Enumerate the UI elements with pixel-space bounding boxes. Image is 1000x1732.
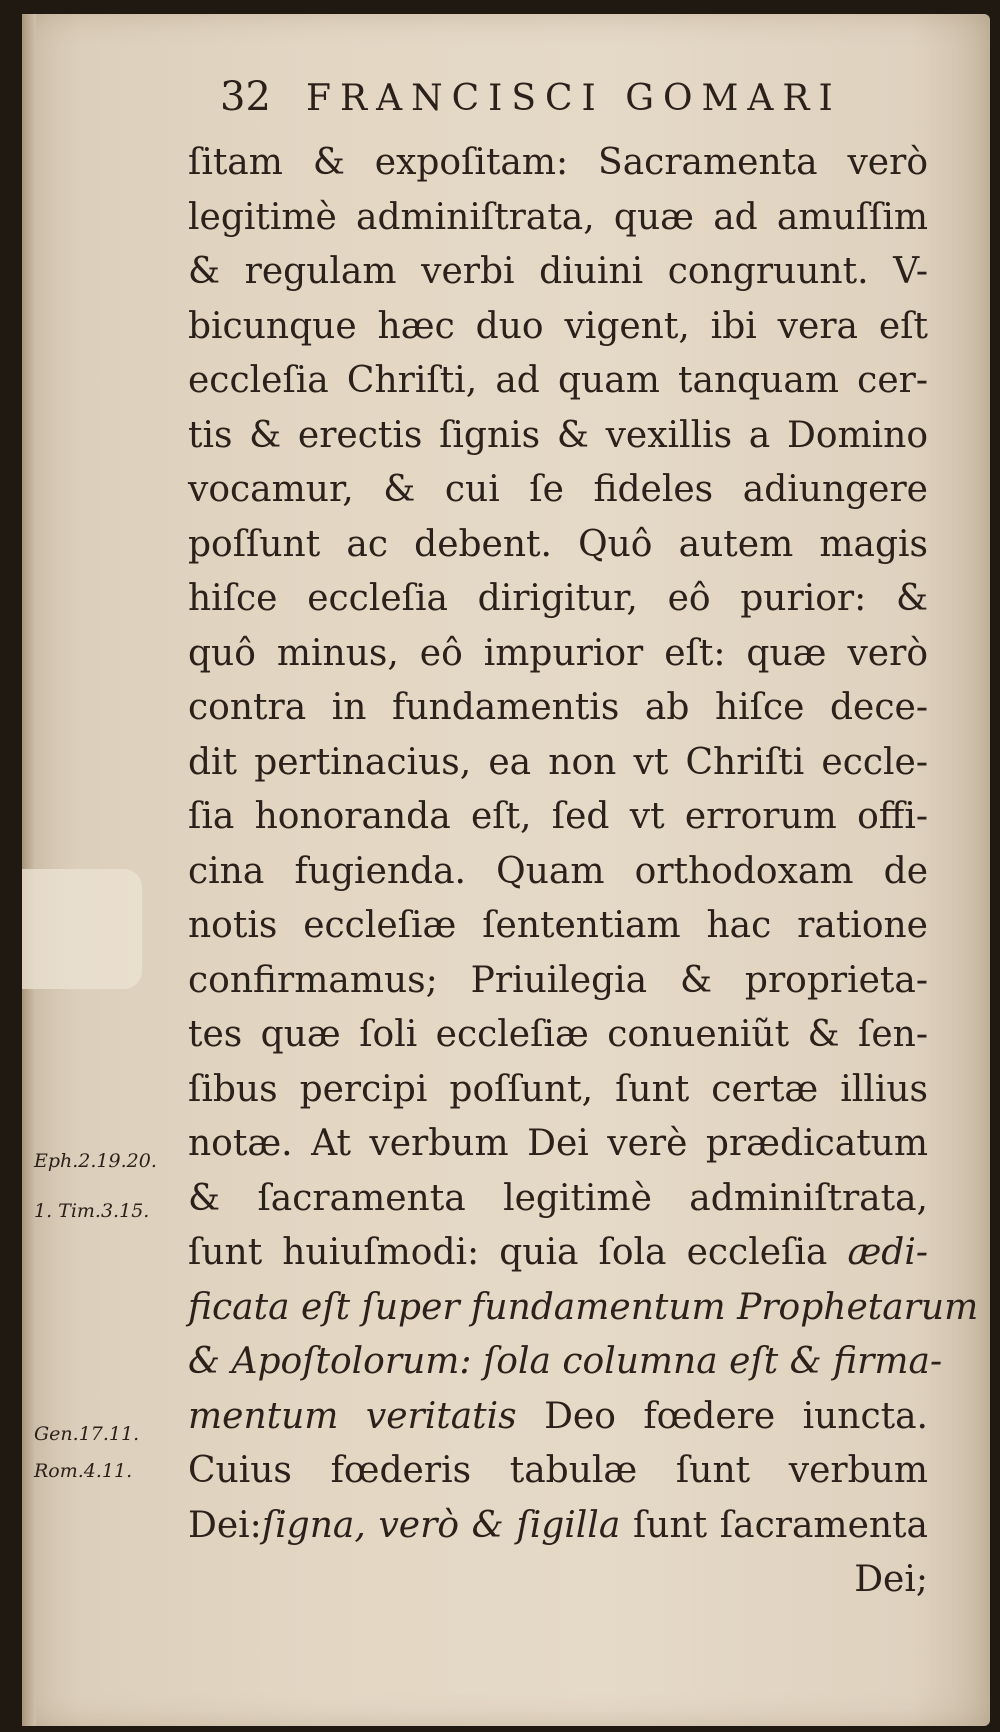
text-roman: Dei: <box>188 1504 262 1546</box>
text-italic: ficata eſt ſuper fundamentum Prophetarum <box>188 1286 979 1328</box>
text-line: bicunque hæc duo vigent, ibi vera eſt <box>188 305 928 347</box>
text-roman: ſunt ſacramenta <box>632 1504 928 1546</box>
paper-tab-mark <box>22 869 142 989</box>
page-number: 32 <box>220 74 271 120</box>
margin-note: Eph.2.19.20. <box>34 1150 157 1172</box>
margin-note: Rom.4.11. <box>34 1460 133 1482</box>
text-line <box>188 1499 928 1554</box>
text-italic: mentum veritatis <box>188 1395 517 1437</box>
catchword: Dei; <box>854 1559 928 1600</box>
text-line <box>188 1390 928 1445</box>
text-line: poſſunt ac debent. Quô autem magis <box>188 523 928 565</box>
text-roman: Deo fœdere iuncta. <box>544 1395 928 1437</box>
text-line-italic <box>188 1335 943 1390</box>
text-line: dit pertinacius, ea non vt Chriſti eccle- <box>188 741 928 783</box>
text-line: quô minus, eô impurior eſt: quæ verò <box>188 632 928 674</box>
text-line: cina fugienda. Quam orthodoxam de <box>188 850 928 892</box>
text-line: vocamur, & cui ſe fideles adiungere <box>188 469 928 510</box>
text-line: ſitam & expoſitam: Sacramenta verò <box>188 142 928 183</box>
text-line: legitimè adminiſtrata, quæ ad amuſſim <box>188 196 928 238</box>
text-line: ſia honoranda eſt, ſed vt errorum offi- <box>188 796 928 837</box>
text-line-italic <box>188 1281 979 1336</box>
text-line: & ſacramenta legitimè adminiſtrata, <box>188 1177 928 1219</box>
text-line: confirmamus; Priuilegia & proprieta- <box>188 959 928 1001</box>
text-line: & regulam verbi diuini congruunt. V- <box>188 251 928 292</box>
text-line <box>188 1226 928 1281</box>
text-italic: ſigna, verò & ſigilla <box>261 1504 621 1546</box>
text-line: ſibus percipi poſſunt, ſunt certæ illius <box>188 1068 928 1110</box>
margin-note: 1. Tim.3.15. <box>34 1200 150 1222</box>
text-line: hiſce eccleſia dirigitur, eô purior: & <box>188 578 928 619</box>
text-line: tes quæ ſoli eccleſiæ conueniũt & ſen- <box>188 1014 928 1055</box>
running-title: FRANCISCI GOMARI <box>306 78 842 119</box>
text-roman: ſunt huiuſmodi: quia ſola eccleſia <box>188 1232 828 1273</box>
margin-note: Gen.17.11. <box>34 1423 140 1445</box>
text-line: notis eccleſiæ ſententiam hac ratione <box>188 905 928 946</box>
text-italic: ædi- <box>847 1232 928 1273</box>
text-line: eccleſia Chriſti, ad quam tanquam cer- <box>188 360 928 401</box>
text-line: contra in fundamentis ab hiſce dece- <box>188 687 928 728</box>
text-line: Cuius fœderis tabulæ ſunt verbum <box>188 1450 928 1491</box>
text-italic: & Apoſtolorum: ſola columna eſt & firma- <box>188 1341 943 1382</box>
body-text <box>188 136 979 1608</box>
text-line: notæ. At verbum Dei verè prædicatum <box>188 1123 928 1164</box>
page-header <box>220 74 842 120</box>
text-line: tis & erectis ſignis & vexillis a Domino <box>188 414 928 456</box>
